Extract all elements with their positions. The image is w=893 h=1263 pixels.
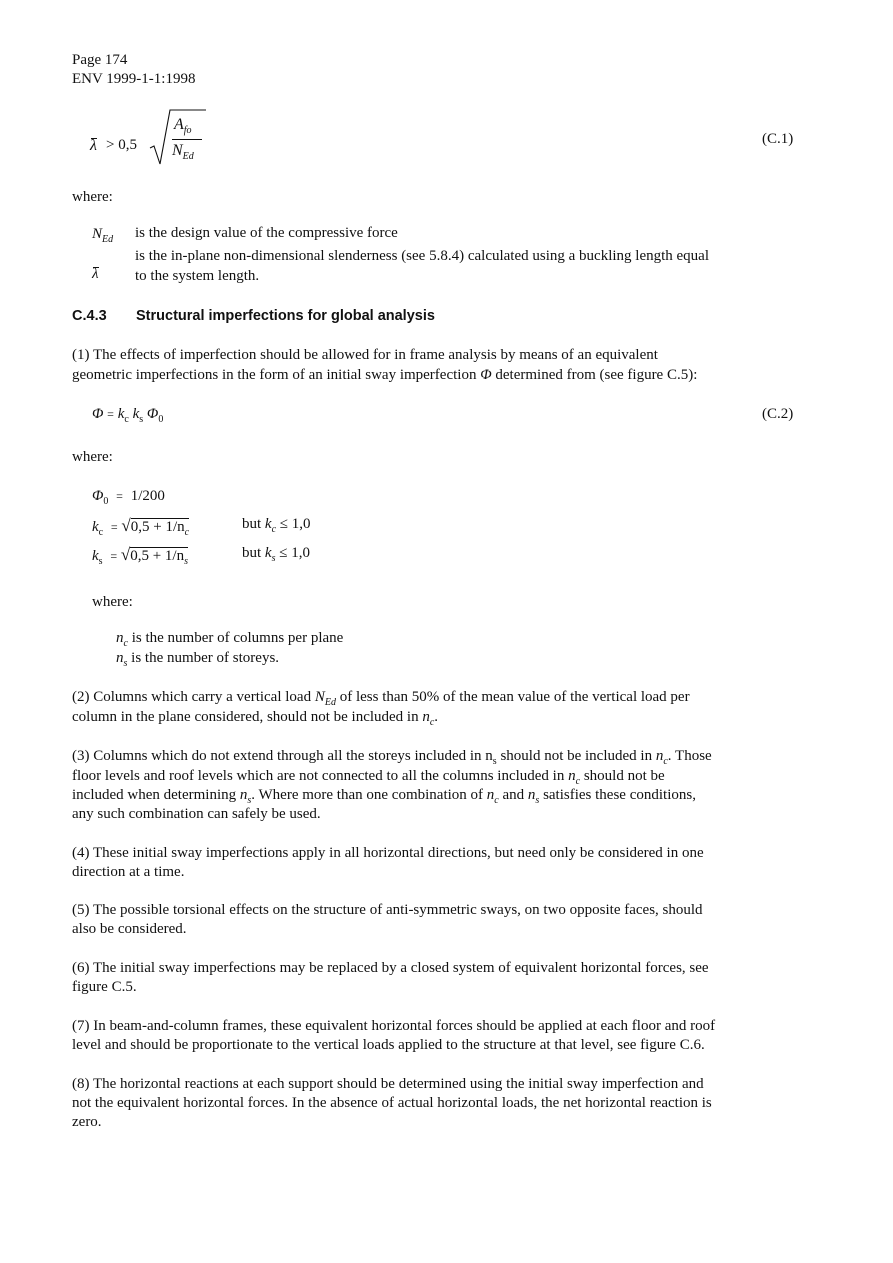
para4-line1: (4) These initial sway imperfections apply in all horizontal directions, but need only be considered in one [72, 845, 704, 861]
section-number: C.4.3 [72, 308, 107, 324]
para8-line3: zero. [72, 1114, 102, 1130]
para6-line1: (6) The initial sway imperfections may be replaced by a closed system of equivalent horizontal forces, see [72, 960, 709, 976]
def-text-lambda: is the in-plane non-dimensional slenderness (see 5.8.4) calculated using a buckling length equal [135, 248, 710, 264]
def-kc: $k_c = √0,5 + 1/n_c$ [92, 516, 190, 538]
def-kc-condition: but $k_c \le 1,0$ [242, 516, 311, 535]
fraction-denominator: $N_{Ed}$ [172, 142, 194, 162]
section-title: Structural imperfections for global analysis [136, 308, 435, 324]
def-symbol-ned: $N_{Ed}$ [92, 226, 114, 245]
para3-line3: included when determining $n_s$. Where more than one combination of $n_c$ and $n_s$ satisfies these conditions, [72, 787, 696, 806]
def-ks-condition: but $k_s \le 1,0$ [242, 545, 310, 564]
def-nc: $n_c$ is the number of columns per plane [116, 630, 344, 649]
para4-line2: direction at a time. [72, 864, 185, 880]
standard-reference: ENV 1999-1-1:1998 [72, 71, 196, 87]
para3-line4: any such combination can safely be used. [72, 806, 321, 822]
fraction-numerator: $A_{fo}$ [174, 116, 192, 136]
equation-c2: $\Phi = k_c$ $k_s$ $\Phi_0$ [92, 406, 164, 425]
def-phi0: $\Phi_0 = 1/200$ [92, 488, 165, 507]
def-text-lambda-cont: to the system length. [135, 268, 260, 284]
para3-line2: floor levels and roof levels which are not connected to all the columns included in $n_c$ should not be [72, 768, 665, 787]
def-symbol-lambda: λ [92, 266, 99, 282]
def-ks: $k_s = √0,5 + 1/n_s$ [92, 545, 188, 567]
para3-line1: (3) Columns which do not extend through all the storeys included in $n_s$ should not be included in $n_c$. Those [72, 748, 712, 767]
where-label-2: where: [72, 449, 113, 465]
para1-line1: (1) The effects of imperfection should be allowed for in frame analysis by means of an equivalent [72, 347, 658, 363]
para8-line1: (8) The horizontal reactions at each support should be determined using the initial sway imperfection and [72, 1076, 704, 1092]
para5-line1: (5) The possible torsional effects on the structure of anti-symmetric sways, on two opposite faces, should [72, 902, 703, 918]
para8-line2: not the equivalent horizontal forces. In the absence of actual horizontal loads, the net horizontal reaction is [72, 1095, 712, 1111]
lambda-symbol: λ [90, 137, 97, 154]
para7-line2: level and should be proportionate to the vertical loads applied to the structure at that level, see figure C.6. [72, 1037, 705, 1053]
equation-tag-c2: (C.2) [762, 406, 794, 422]
equation-tag-c1: (C.1) [762, 131, 794, 147]
para1-line2: geometric imperfections in the form of an initial sway imperfection Φ determined from (see figure C.5): [72, 367, 698, 383]
def-text-ned: is the design value of the compressive force [135, 225, 398, 241]
para6-line2: figure C.5. [72, 979, 137, 995]
para5-line2: also be considered. [72, 921, 187, 937]
para2-line1: (2) Columns which carry a vertical load $N_{Ed}$ of less than 50% of the mean value of the vertical load per [72, 689, 690, 708]
para7-line1: (7) In beam-and-column frames, these equivalent horizontal forces should be applied at each floor and roof [72, 1018, 716, 1034]
equation-operator: > 0,5 [106, 137, 137, 153]
para2-line2: column in the plane considered, should not be included in $n_c$. [72, 709, 439, 728]
where-label: where: [72, 189, 113, 205]
fraction-bar [172, 139, 202, 140]
page-number: Page 174 [72, 52, 128, 68]
def-ns: $n_s$ is the number of storeys. [116, 650, 280, 669]
where-label-3: where: [92, 594, 133, 610]
